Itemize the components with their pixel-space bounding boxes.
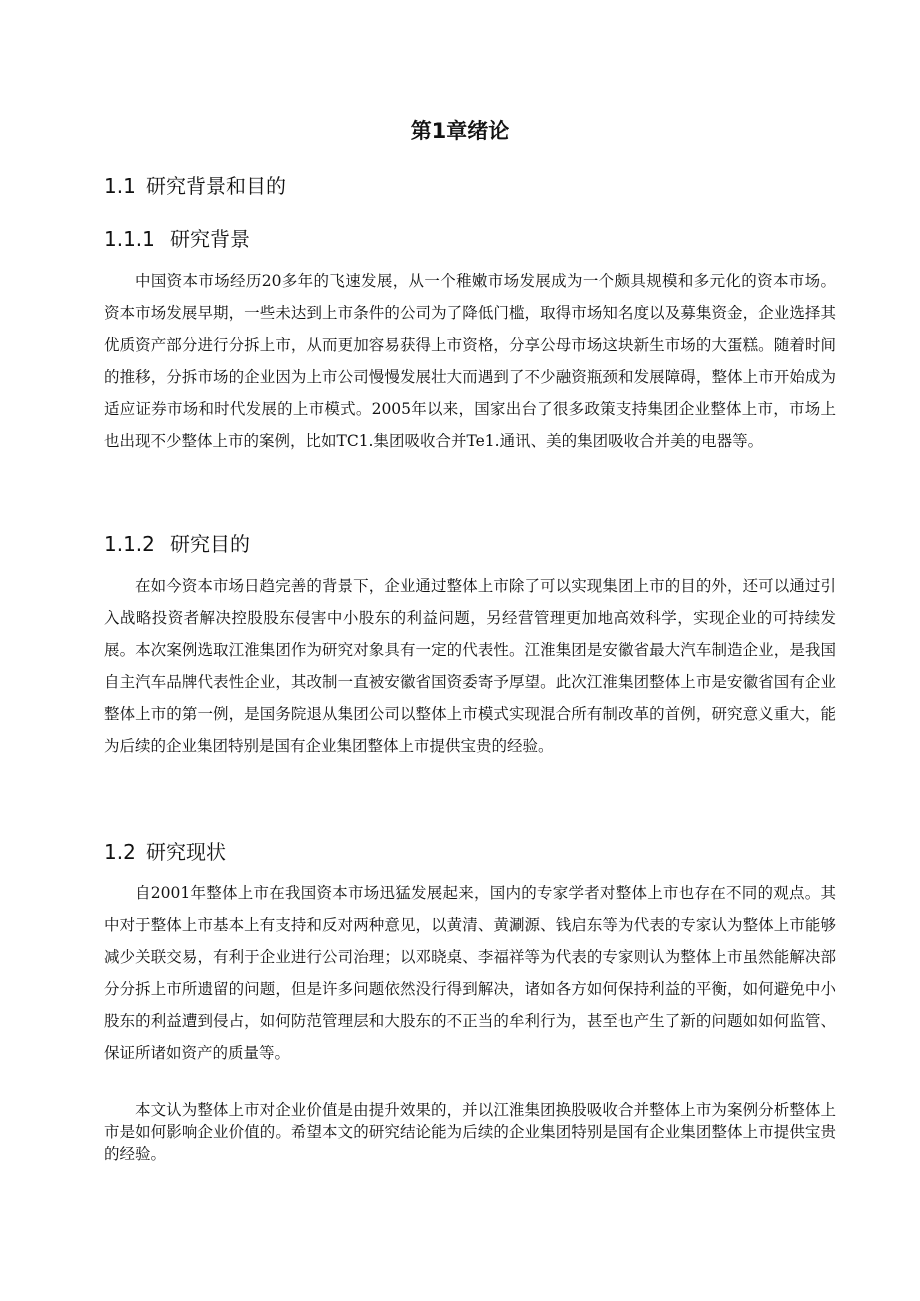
section-title: 研究背景和目的 [146,174,286,198]
section-number: 1.1.2 [104,532,155,556]
section-title: 研究现状 [146,840,226,864]
section-heading-1-2 [104,838,226,866]
section-number: 1.2 [104,840,136,864]
chapter-title: 第1章绪论 [410,119,510,143]
paragraph-background: 中国资本市场经历20多年的飞速发展，从一个稚嫩市场发展成为一个颇具规模和多元化的资本市场。资本市场发展早期，一些未达到上市条件的公司为了降低门槛，取得市场知名度以及募集资金，企业选择其优质资产部分进行分拆上市，从而更加容易获得上市资格，分享公母市场这块新生市场的大蛋糕。随着时间的推移，分拆市场的企业因为上市公司慢慢发展壮大而遇到了不少融资瓶颈和发展障碍，整体上市开始成为适应证券市场和时代发展的上市模式。2005年以来，国家出台了很多政策支持集团企业整体上市，市场上也出现不少整体上市的案例，比如TC1.集团吸收合并Te1.通讯、美的集团吸收合并美的电器等。 [104,272,836,450]
paragraph-status-2: 本文认为整体上市对企业价值是由提升效果的，并以江淮集团换股吸收合并整体上市为案例分析整体上市是如何影响企业价值的。希望本文的研究结论能为后续的企业集团特别是国有企业集团整体上市提供宝贵的经验。 [104,1101,836,1163]
section-heading-1-1 [104,172,286,200]
section-heading-1-1-1 [104,225,250,253]
section-title: 研究目的 [170,532,250,556]
paragraph-purpose: 在如今资本市场日趋完善的背景下，企业通过整体上市除了可以实现集团上市的目的外，还可以通过引入战略投资者解决控股股东侵害中小股东的利益问题，另经营管理更加地高效科学，实现企业的可持续发展。本次案例选取江淮集团作为研究对象具有一定的代表性。江淮集团是安徽省最大汽车制造企业，是我国自主汽车品牌代表性企业，其改制一直被安徽省国资委寄予厚望。此次江淮集团整体上市是安徽省国有企业整体上市的第一例，是国务院退从集团公司以整体上市模式实现混合所有制改革的首例，研究意义重大，能为后续的企业集团特别是国有企业集团整体上市提供宝贵的经验。 [104,577,836,755]
paragraph-status-1: 自2001年整体上市在我国资本市场迅猛发展起来，国内的专家学者对整体上市也存在不同的观点。其中对于整体上市基本上有支持和反对两种意见，以黄清、黄涮源、钱启东等为代表的专家认为整体上市能够减少关联交易，有利于企业进行公司治理；以邓晓桌、李福祥等为代表的专家则认为整体上市虽然能解决部分分拆上市所遗留的问题，但是许多问题依然没行得到解决，诸如各方如何保持利益的平衡，如何避免中小股东的利益遭到侵占，如何防范管理层和大股东的不正当的牟利行为，甚至也产生了新的问题如如何监管、保证所诸如资产的质量等。 [104,884,836,1062]
section-title: 研究背景 [170,227,250,251]
section-number: 1.1 [104,174,136,198]
section-number: 1.1.1 [104,227,155,251]
section-heading-1-1-2 [104,530,250,558]
